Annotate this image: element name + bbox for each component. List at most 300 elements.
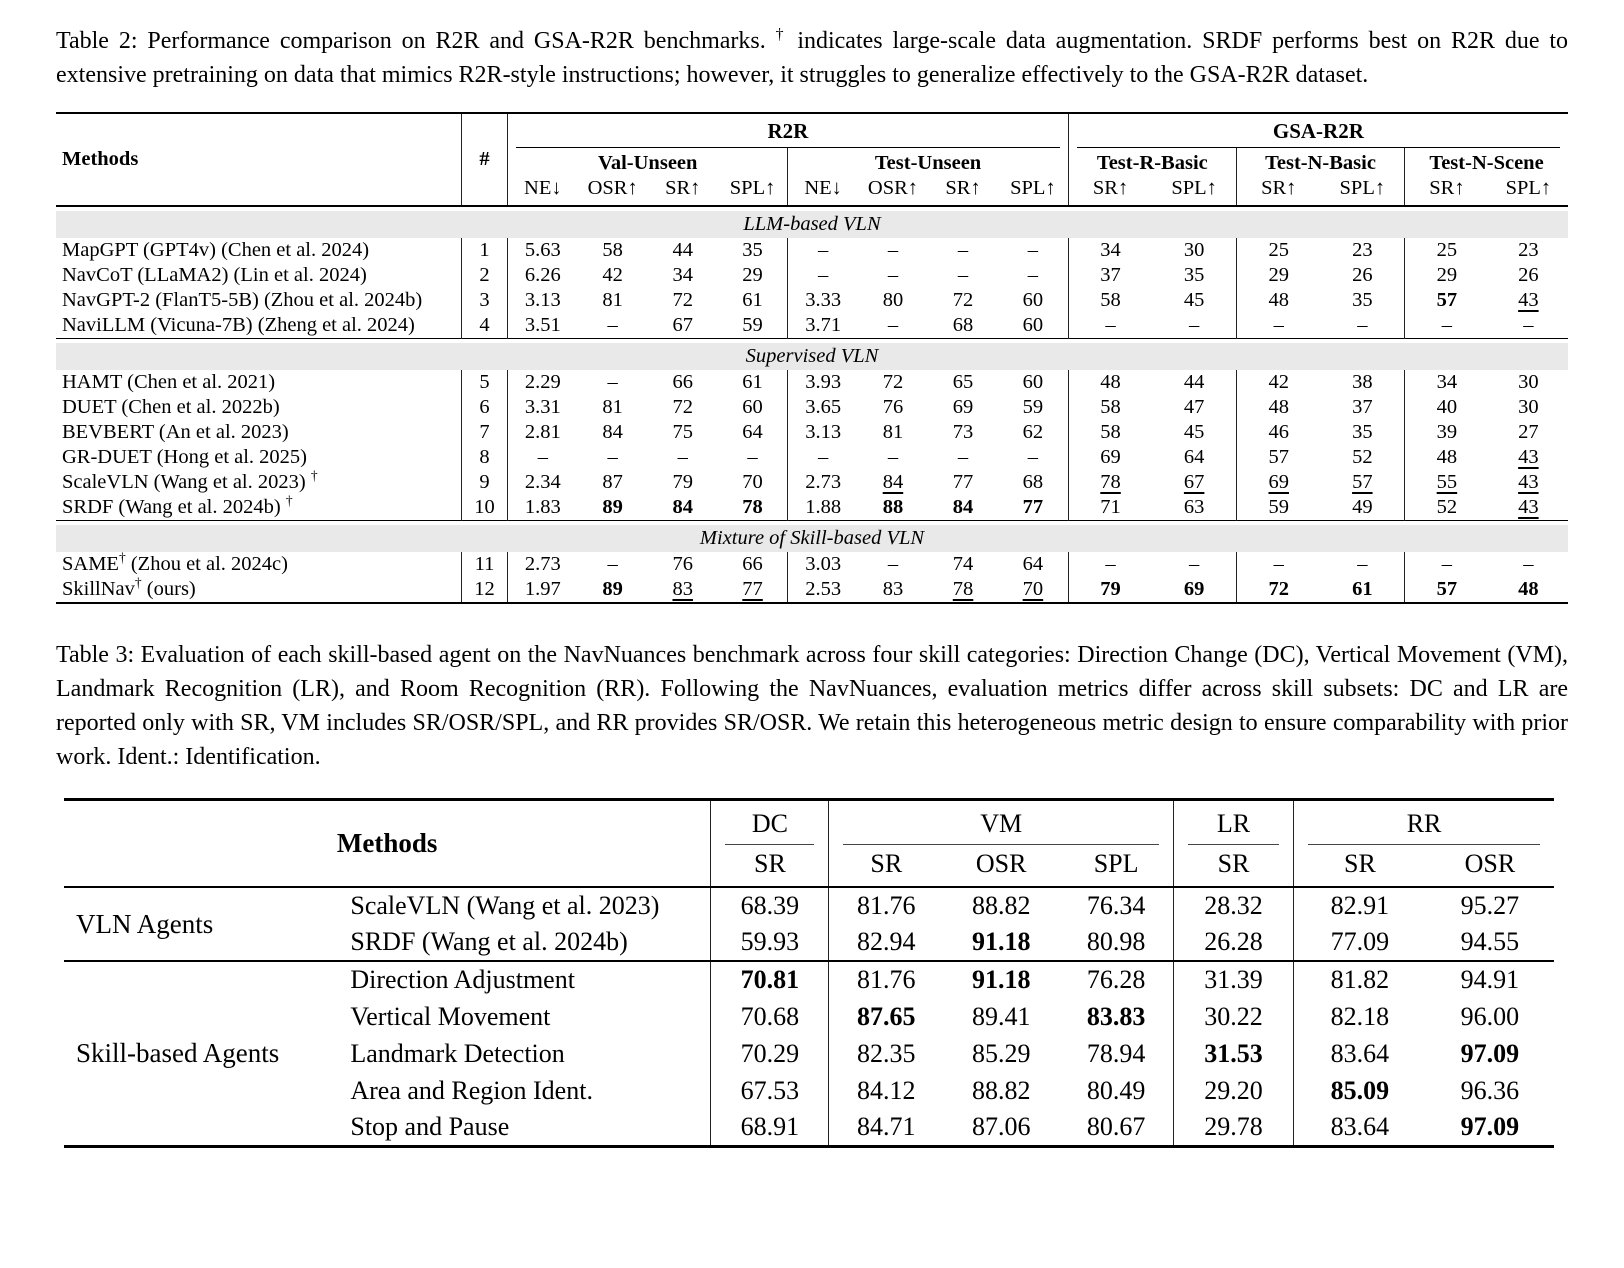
metric-value (648, 370, 718, 395)
metric-value (943, 1035, 1059, 1072)
metric-value (1405, 288, 1489, 313)
table2-caption-text-cont: indicates large-scale data augmentation. SRDF performs best on R2R due to extensive pretraining on data that mimics R2R-style instructions; however, it struggles to generalize effectively to the GSA-R2R dataset. (56, 28, 1569, 89)
split-header: Test-N-Basic (1236, 148, 1404, 176)
metric-value-text: – (1273, 553, 1284, 576)
metric-value (1059, 1109, 1173, 1147)
metric-value (1236, 552, 1320, 577)
metric-value (1294, 887, 1426, 924)
metric-value (508, 470, 578, 495)
metric-value (943, 1072, 1059, 1109)
metric-value-text: 43 (1518, 471, 1539, 494)
metric-value-text: 25 (1436, 239, 1458, 262)
table-row (56, 313, 1568, 339)
row-number: 5 (461, 370, 507, 395)
metric-value-text: 85.29 (971, 1038, 1031, 1068)
metric-value (1489, 445, 1568, 470)
metric-value-text: 61 (742, 289, 763, 312)
metric-value-text: – (677, 446, 688, 469)
metric-value (1321, 577, 1405, 603)
metric-value (711, 961, 829, 998)
metric-value-text: 60 (1022, 314, 1044, 337)
metric-value (1405, 313, 1489, 339)
metric-value (1321, 263, 1405, 288)
metric-value (928, 577, 998, 603)
metric-value (1426, 924, 1554, 961)
metric-value-text: 67.53 (740, 1075, 800, 1105)
metric-value-text: 3.65 (805, 396, 842, 419)
metric-value-text: 82.35 (857, 1038, 916, 1068)
metric-value (711, 887, 829, 924)
metric-value (998, 470, 1068, 495)
split-header: Test-Unseen (788, 148, 1068, 176)
metric-value (998, 313, 1068, 339)
method-name: NavGPT-2 (FlanT5-5B) (Zhou et al. 2024b) (62, 289, 423, 312)
metric-value (1489, 313, 1568, 339)
metric-value (1489, 370, 1568, 395)
metric-value (788, 495, 858, 521)
metric-value-text: 3.33 (805, 289, 842, 312)
metric-value-text: 23 (1352, 239, 1373, 262)
metric-value (788, 313, 858, 339)
metric-value-text: 31.39 (1204, 965, 1263, 995)
metric-value (998, 577, 1068, 603)
row-number: 2 (461, 263, 507, 288)
metric-value-text: – (1105, 314, 1116, 337)
metric-value (1294, 961, 1426, 998)
metric-value-text: 80.98 (1086, 927, 1146, 957)
skill-group-header (829, 800, 1173, 846)
section-band-cell (56, 521, 1568, 553)
metric-value-text: 84.71 (857, 1112, 916, 1142)
metric-value-text: – (537, 446, 548, 469)
table-row (64, 961, 1554, 998)
metric-value-text: – (818, 239, 829, 262)
metric-value (858, 445, 928, 470)
metric-value-text: 23 (1518, 239, 1539, 262)
metric-value (1068, 445, 1152, 470)
metric-value-text: 74 (952, 553, 974, 576)
metric-value (788, 470, 858, 495)
metric-value-text: 31.53 (1204, 1038, 1263, 1068)
metric-value (1068, 313, 1152, 339)
metric-value-text: 77 (952, 471, 974, 494)
metric-value-text: 91.18 (971, 927, 1031, 957)
metric-value-text: 34 (1100, 239, 1121, 262)
table-row (56, 577, 1568, 603)
metric-value (718, 313, 788, 339)
metric-value (1321, 238, 1405, 263)
metric-value-text: 46 (1268, 421, 1289, 444)
table-row (56, 470, 1568, 495)
metric-value (829, 887, 943, 924)
metric-value-text: 83.64 (1330, 1112, 1390, 1142)
method-name: MapGPT (GPT4v) (Chen et al. 2024) (62, 239, 370, 262)
metric-value (998, 445, 1068, 470)
metric-value (718, 370, 788, 395)
metric-value-text: 67 (1183, 471, 1205, 494)
metric-value (508, 288, 578, 313)
metric-value (1294, 1035, 1426, 1072)
metric-value-text: 72 (882, 371, 904, 394)
metric-value (998, 395, 1068, 420)
metric-header: SR↑ (665, 177, 701, 200)
metric-value (508, 395, 578, 420)
metric-value-text: – (957, 264, 969, 287)
metric-value (578, 238, 648, 263)
metric-value (858, 263, 928, 288)
metric-value-text: – (607, 446, 618, 469)
table-row (56, 420, 1568, 445)
metric-value (1068, 288, 1152, 313)
metric-value-text: 65 (952, 371, 974, 394)
metric-value-text: 78 (952, 578, 974, 601)
table-row (56, 370, 1568, 395)
metric-value-text: 26.28 (1204, 927, 1263, 957)
metric-value-text: 76.34 (1086, 891, 1146, 921)
metric-value (1152, 238, 1236, 263)
metric-header: OSR↑ (587, 177, 638, 200)
metric-value-text: – (1523, 314, 1534, 337)
metric-value-text: 81 (882, 421, 904, 444)
metric-value (829, 1035, 943, 1072)
metric-value-text: 69 (1268, 471, 1289, 494)
metric-value (508, 370, 578, 395)
metric-value (788, 577, 858, 603)
table3-header (64, 800, 1554, 888)
metric-value (788, 370, 858, 395)
metric-value-text: 66 (672, 371, 693, 394)
metric-value-text: 70.81 (740, 965, 800, 995)
metric-value (1059, 924, 1173, 961)
metric-value-text: 83 (672, 578, 693, 601)
metric-value-text: – (887, 314, 899, 337)
metric-value-text: 52 (1436, 496, 1458, 519)
metric-value (1068, 577, 1152, 603)
metric-value-text: 96.00 (1460, 1001, 1520, 1031)
method-name: DUET (Chen et al. 2022b) (62, 396, 280, 419)
metric-header: SPL↑ (1339, 177, 1386, 200)
metric-value-text: 60 (1022, 371, 1044, 394)
metric-value (1068, 552, 1152, 577)
metric-value-text: 83.83 (1086, 1001, 1146, 1031)
metric-value-text: 42 (1268, 371, 1289, 394)
metric-value-text: – (818, 264, 829, 287)
metric-value (1152, 263, 1236, 288)
metric-value (1236, 263, 1320, 288)
metric-value-text: 81 (602, 289, 623, 312)
metric-value-text: 77 (742, 578, 763, 601)
metric-value-text: 2.34 (524, 471, 561, 494)
metric-value (508, 552, 578, 577)
row-number: 4 (461, 313, 507, 339)
metric-value (1405, 552, 1489, 577)
metric-value-text: 2.73 (805, 471, 842, 494)
dagger-mark: † (118, 550, 126, 566)
col-header-methods: Methods (62, 148, 139, 171)
metric-value-text: 27 (1518, 421, 1539, 444)
section-band-cell (56, 339, 1568, 371)
metric-value (1426, 1109, 1554, 1147)
metric-value (1173, 1109, 1293, 1147)
section-label: Mixture of Skill-based VLN (56, 525, 1568, 552)
table2-section (56, 521, 1568, 604)
metric-value-text: 64 (1183, 446, 1205, 469)
metric-value (1405, 470, 1489, 495)
metric-value (1405, 495, 1489, 521)
metric-value-text: 2.29 (524, 371, 561, 394)
metric-value (1405, 263, 1489, 288)
metric-value-text: 78 (1100, 471, 1121, 494)
metric-value (943, 924, 1059, 961)
method-name: ScaleVLN (Wang et al. 2023) † (62, 468, 318, 494)
metric-value-text: 59.93 (740, 927, 800, 957)
metric-value (1236, 288, 1320, 313)
metric-value-text: 42 (602, 264, 623, 287)
metric-value-text: 2.73 (524, 553, 561, 576)
table2-caption-text: Table 2: Performance comparison on R2R and GSA-R2R benchmarks. (56, 28, 766, 54)
table-row (56, 445, 1568, 470)
metric-value (928, 263, 998, 288)
metric-value (1321, 470, 1405, 495)
metric-value (648, 470, 718, 495)
metric-value-text: 95.27 (1460, 891, 1520, 921)
metric-value-text: 45 (1183, 421, 1205, 444)
metric-value (1152, 577, 1236, 603)
metric-value (858, 238, 928, 263)
metric-value-text: 81.76 (857, 891, 916, 921)
metric-value (1321, 420, 1405, 445)
metric-value (788, 445, 858, 470)
metric-value-text: 2.53 (805, 578, 842, 601)
metric-value (578, 288, 648, 313)
metric-value-text: 57 (1436, 578, 1458, 601)
metric-value (1236, 238, 1320, 263)
metric-value (1236, 495, 1320, 521)
metric-value-text: 43 (1518, 496, 1539, 519)
table-row (64, 887, 1554, 924)
skill-group-label: DC (725, 809, 814, 845)
dagger-symbol: † (775, 26, 788, 43)
metric-header: SR (1294, 845, 1426, 887)
skill-group-header (1294, 800, 1554, 846)
metric-value-text: 48 (1436, 446, 1458, 469)
metric-value-text: 91.18 (971, 965, 1031, 995)
metric-value (943, 961, 1059, 998)
metric-value-text: 88.82 (971, 1075, 1031, 1105)
section-band-row (56, 521, 1568, 553)
metric-value (1236, 370, 1320, 395)
metric-value-text: 3.93 (805, 371, 842, 394)
metric-value (711, 998, 829, 1035)
metric-value (998, 420, 1068, 445)
metric-value-text: 43 (1518, 446, 1539, 469)
metric-value (1059, 961, 1173, 998)
metric-value-text: 29 (742, 264, 763, 287)
metric-value (1152, 495, 1236, 521)
metric-value-text: 3.03 (805, 553, 842, 576)
metric-value-text: – (887, 446, 899, 469)
metric-value-text: – (887, 239, 899, 262)
metric-value-text: 62 (1022, 421, 1044, 444)
metric-value (858, 470, 928, 495)
metric-value (1068, 470, 1152, 495)
metric-value-text: 82.94 (857, 927, 916, 957)
metric-value (928, 495, 998, 521)
metric-value (1405, 577, 1489, 603)
metric-value (648, 552, 718, 577)
metric-value (1059, 887, 1173, 924)
metric-header: SR (1173, 845, 1293, 887)
metric-value (1068, 395, 1152, 420)
metric-value-text: 37 (1352, 396, 1373, 419)
metric-value-text: 48 (1268, 289, 1289, 312)
metric-value-text: 70 (1022, 578, 1044, 601)
metric-value (928, 552, 998, 577)
metric-value-text: – (957, 239, 969, 262)
metric-value-text: – (607, 553, 618, 576)
metric-value-text: – (1189, 314, 1200, 337)
metric-value (1321, 445, 1405, 470)
metric-value-text: 52 (1352, 446, 1373, 469)
col-header-methods: Methods (64, 800, 711, 888)
col-header-number: # (461, 113, 507, 206)
metric-value-text: 5.63 (524, 239, 561, 262)
table-row (56, 288, 1568, 313)
metric-header: SPL (1093, 849, 1139, 879)
metric-value-text: 34 (1436, 371, 1458, 394)
metric-value-text: 30 (1518, 396, 1539, 419)
metric-value (928, 445, 998, 470)
metric-value (508, 445, 578, 470)
table2-header (56, 113, 1568, 206)
metric-value (1236, 395, 1320, 420)
metric-value (1173, 1072, 1293, 1109)
metric-value (1489, 470, 1568, 495)
metric-value (711, 924, 829, 961)
metric-value (1152, 395, 1236, 420)
metric-header: SPL↑ (1505, 177, 1552, 200)
metric-value (1489, 263, 1568, 288)
metric-value (718, 552, 788, 577)
metric-value (1173, 924, 1293, 961)
metric-value (648, 420, 718, 445)
metric-value (928, 470, 998, 495)
metric-value (508, 420, 578, 445)
metric-value (788, 552, 858, 577)
method-name: Stop and Pause (342, 1109, 710, 1147)
table3-section (64, 887, 1554, 961)
metric-value (998, 370, 1068, 395)
metric-value-text: 89 (602, 578, 623, 601)
skill-group-label: RR (1308, 809, 1540, 845)
metric-value-text: 80 (882, 289, 904, 312)
agent-group-label: Skill-based Agents (76, 1038, 280, 1069)
metric-value-text: 83 (882, 578, 904, 601)
metric-value-text: 1.88 (805, 496, 842, 519)
metric-value-text: 69 (1183, 578, 1205, 601)
metric-header: SPL↑ (1010, 177, 1056, 200)
metric-value (858, 420, 928, 445)
row-number: 11 (461, 552, 507, 577)
metric-value-text: 73 (952, 421, 974, 444)
row-number: 10 (461, 495, 507, 521)
metric-value-text: 70.68 (740, 1001, 800, 1031)
metric-value-text: 61 (742, 371, 763, 394)
metric-value (718, 420, 788, 445)
metric-value (648, 238, 718, 263)
metric-value (943, 998, 1059, 1035)
metric-value-text: 29.20 (1204, 1075, 1263, 1105)
metric-value-text: 82.18 (1330, 1001, 1390, 1031)
metric-value (1321, 370, 1405, 395)
split-header: Test-R-Basic (1068, 148, 1236, 176)
metric-value (1068, 263, 1152, 288)
table3-caption: Table 3: Evaluation of each skill-based agent on the NavNuances benchmark across four skill categories: Direction Change (DC), Vertical Movement (VM), Landmark Recognition (LR), and Room Recognition (RR). Following the NavNuances, evaluation metrics differ across skill subsets: DC and LR are reported only with SR, VM includes SR/OSR/SPL, and RR provides SR/OSR. We retain this heterogeneous metric design to ensure comparability with prior work. Ident.: Identification. (56, 642, 1568, 771)
metric-value-text: 72 (1268, 578, 1289, 601)
skill-group-header (711, 800, 829, 846)
metric-value (1152, 288, 1236, 313)
metric-value-text: 29.78 (1204, 1112, 1263, 1142)
metric-value-text: 84 (882, 471, 904, 494)
metric-value (508, 313, 578, 339)
metric-value-text: – (607, 314, 618, 337)
metric-value (998, 263, 1068, 288)
metric-value-text: 3.13 (805, 421, 842, 444)
metric-value-text: 81 (602, 396, 623, 419)
metric-value-text: 68 (952, 314, 974, 337)
metric-header: OSR↑ (867, 177, 919, 200)
metric-value (718, 470, 788, 495)
metric-value (858, 370, 928, 395)
metric-value (1152, 445, 1236, 470)
table2 (56, 112, 1568, 604)
metric-value-text: 94.91 (1460, 965, 1520, 995)
metric-value (648, 313, 718, 339)
metric-header: OSR (975, 849, 1027, 879)
metric-value (718, 238, 788, 263)
metric-value (1068, 420, 1152, 445)
metric-value-text: 87 (602, 471, 623, 494)
metric-value (1489, 288, 1568, 313)
metric-header: SR↑ (1068, 176, 1152, 206)
header-group-row (64, 800, 1554, 846)
metric-value (1321, 313, 1405, 339)
metric-value (711, 1035, 829, 1072)
metric-value-text: 35 (1352, 421, 1373, 444)
metric-value (578, 470, 648, 495)
metric-value-text: 97.09 (1460, 1038, 1520, 1068)
metric-value (858, 313, 928, 339)
metric-value-text: 64 (1022, 553, 1044, 576)
metric-value (1489, 495, 1568, 521)
metric-value (711, 1109, 829, 1147)
metric-value (1152, 470, 1236, 495)
metric-value-text: 87.65 (857, 1001, 916, 1031)
metric-value-text: 58 (602, 239, 623, 262)
metric-value-text: – (1027, 264, 1039, 287)
metric-value-text: 34 (672, 264, 693, 287)
metric-value-text: 29 (1268, 264, 1289, 287)
metric-value (578, 370, 648, 395)
metric-value-text: 82.91 (1330, 891, 1390, 921)
metric-value (1068, 370, 1152, 395)
metric-value-text: 70 (742, 471, 763, 494)
metric-header: OSR (1464, 849, 1516, 879)
metric-value (508, 495, 578, 521)
metric-value (928, 395, 998, 420)
metric-value (578, 445, 648, 470)
metric-value (508, 238, 578, 263)
